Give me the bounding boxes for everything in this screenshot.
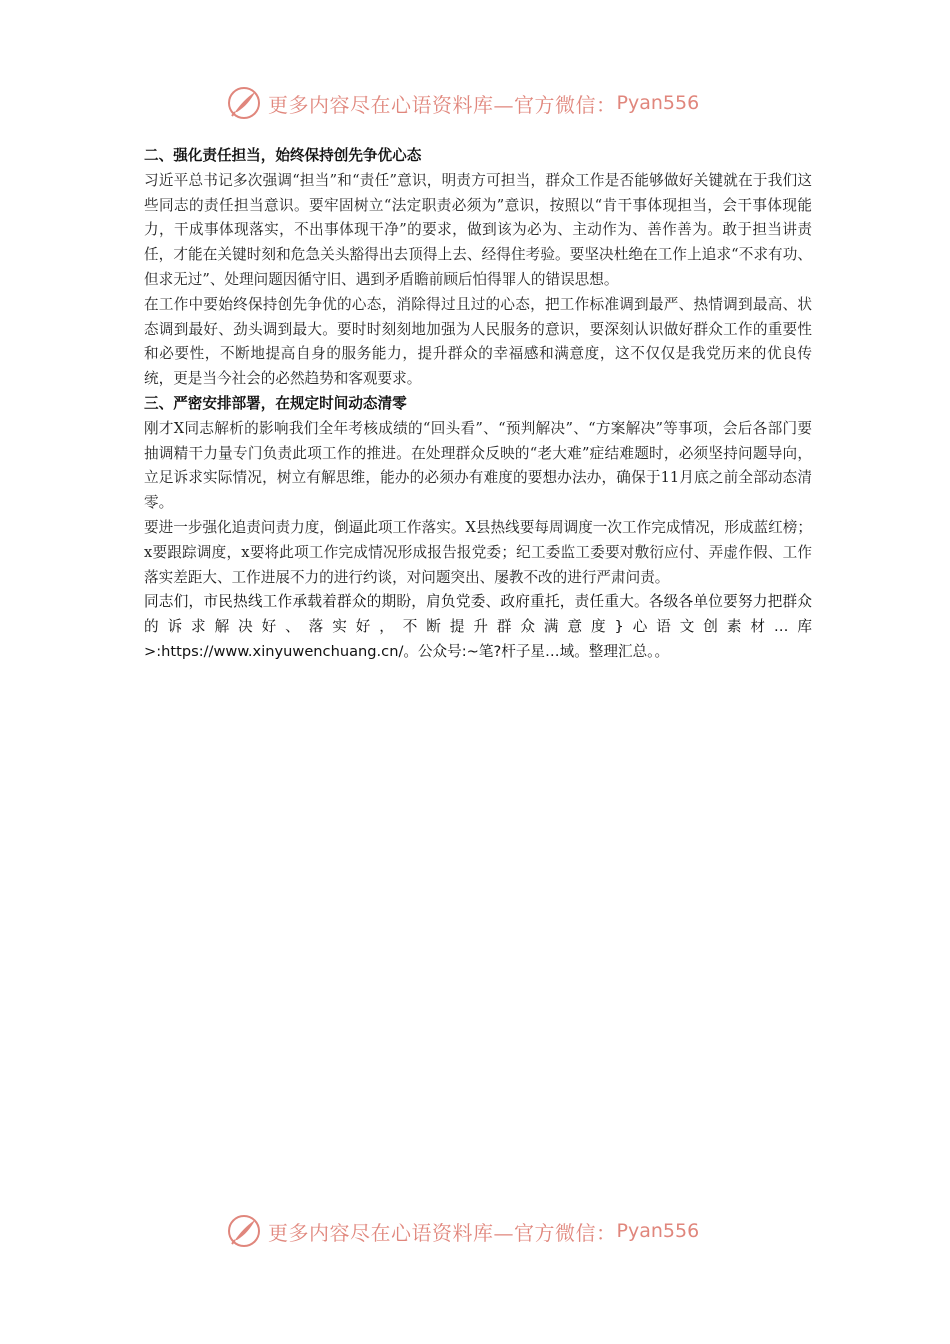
paragraph: 刚才X同志解析的影响我们全年考核成绩的“回头看”、“预判解决”、“方案解决”等事项，会后各部门要抽调精干力量专门负责此项工作的推进。在处理群众反映的“老大难”症结难题时，必须坚持问题导向，立足诉求实际情况，树立有解思维，能办的必须办有难度的要想办法办，确保于11月底之前全部动态清零。: [144, 419, 812, 512]
watermark-wechat-id: Pyan556: [616, 1220, 700, 1242]
quill-logo-icon: [226, 85, 262, 121]
paragraph: 在工作中要始终保持创先争优的心态，消除得过且过的心态，把工作标准调到最严、热情调到最高、状态调到最好、劲头调到最大。要时时刻刻地加强为人民服务的意识，要深刻认识做好群众工作的重要性和必要性，不断地提高自身的服务能力，提升群众的幸福感和满意度，这不仅仅是我党历来的优良传统，更是当今社会的必然趋势和客观要求。: [144, 295, 812, 388]
document-body: [144, 144, 812, 665]
watermark-wechat-id: Pyan556: [616, 92, 700, 114]
section-heading: 二、强化责任担当，始终保持创先争优心态: [144, 147, 422, 164]
watermark-text: 更多内容尽在心语资料库—官方微信：: [268, 1220, 617, 1245]
watermark-banner-bottom: [226, 1211, 746, 1251]
watermark-banner-top: [226, 83, 746, 123]
paragraph: 要进一步强化追责问责力度，倒逼此项工作落实。X县热线要每周调度一次工作完成情况，形成蓝红榜；x要跟踪调度，x要将此项工作完成情况形成报告报党委；纪工委监工委要对敷衍应付、弄虚作假、工作落实差距大、工作进展不力的进行约谈，对问题突出、屡教不改的进行严肃问责。: [144, 518, 812, 586]
quill-logo-icon: [226, 1213, 262, 1249]
section-heading: 三、严密安排部署，在规定时间动态清零: [144, 394, 407, 412]
paragraph: 习近平总书记多次强调“担当”和“责任”意识，明责方可担当，群众工作是否能够做好关键就在于我们这些同志的责任担当意识。要牢固树立“法定职责必须为”意识，按照以“肯干事体现担当，会干事体现能力，干成事体现落实，不出事体现干净”的要求，做到该为必为、主动作为、善作善为。敢于担当讲责任，才能在关键时刻和危急关头豁得出去顶得上去、经得住考验。要坚决杜绝在工作上追求“不求有功、但求无过”、处理问题因循守旧、遇到矛盾瞻前顾后怕得罪人的错误思想。: [144, 171, 812, 288]
closing-paragraph: 同志们，市民热线工作承载着群众的期盼，肩负党委、政府重托，责任重大。各级各单位要努力把群众的诉求解决好、落实好，不断提升群众满意度}心语文创素材…库>:https://www.xinyuwenchuang.cn/。公众号:~笔?杆子星…域。整理汇总。。: [144, 593, 812, 660]
watermark-text: 更多内容尽在心语资料库—官方微信：: [268, 92, 617, 117]
